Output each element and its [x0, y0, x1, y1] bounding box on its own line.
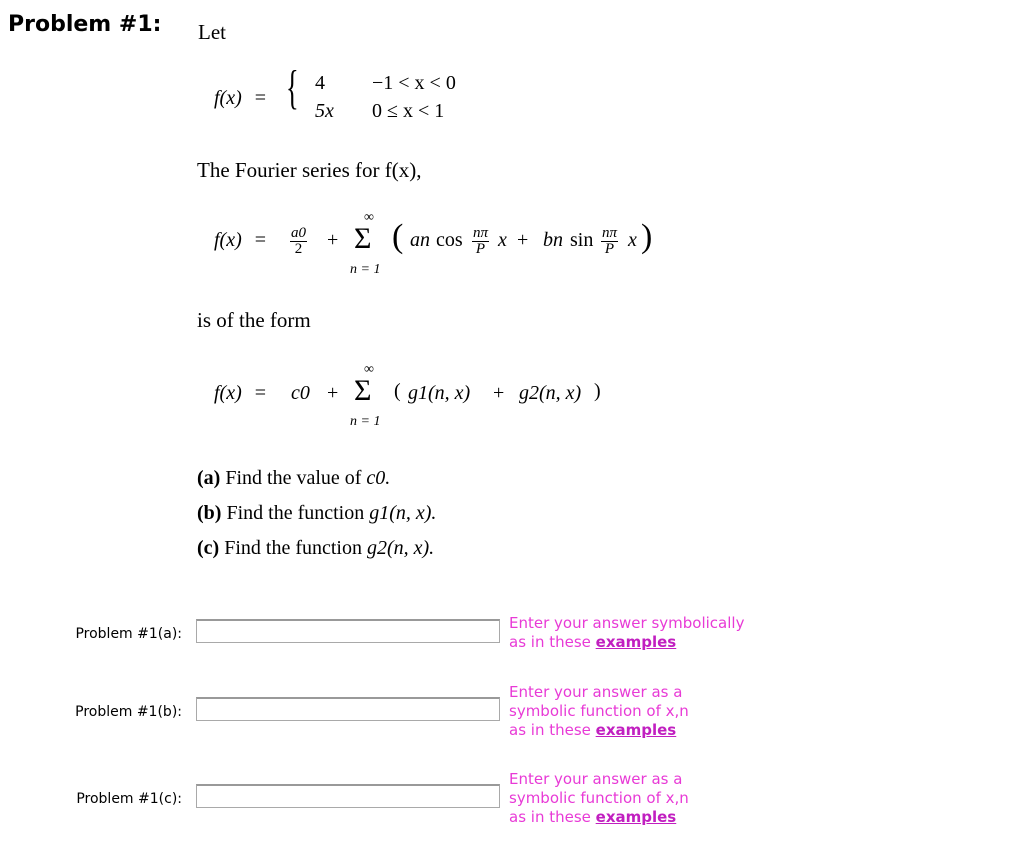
cos-frac-num: nπ: [473, 225, 489, 241]
part-c-text: Find the function: [224, 537, 367, 559]
series2-g2: g2(n, x): [519, 382, 582, 404]
problem-intro: Let: [198, 20, 226, 44]
answer-c-hint-prefix: as in these: [509, 808, 596, 826]
series2-lhs: [214, 382, 266, 405]
cos-fraction: [472, 226, 489, 257]
sin-frac-num: nπ: [602, 225, 618, 241]
answer-a-input[interactable]: [196, 619, 500, 643]
series2-g1: g1(n, x): [408, 382, 471, 404]
sin-fraction: [601, 226, 618, 257]
sum1-top: ∞: [364, 210, 374, 225]
answer-b-hint-line3: [509, 721, 689, 740]
series1-an: an: [410, 229, 430, 251]
answer-a-hint-line1: Enter your answer symbolically: [509, 614, 745, 632]
answer-b-hint-prefix: as in these: [509, 721, 596, 739]
piecewise-lhs: [214, 87, 266, 110]
form-text: is of the form: [197, 308, 311, 332]
series1-x1: x: [498, 229, 507, 251]
series2-plus2: +: [493, 382, 505, 404]
series1-sin: sin: [570, 229, 594, 251]
series1-x2: x: [628, 229, 637, 251]
sum1-bottom: n = 1: [350, 262, 381, 277]
case2-value: 5x: [315, 100, 334, 122]
answer-a-hint-line2: [509, 633, 744, 652]
series1-close-paren: ): [641, 218, 653, 255]
answer-c-examples-link[interactable]: examples: [595, 808, 677, 826]
series2-c0: c0: [291, 382, 310, 404]
series2-plus: +: [327, 382, 339, 404]
sum2-top: ∞: [364, 362, 374, 377]
case1-condition: −1 < x < 0: [372, 72, 456, 94]
case1-value: 4: [315, 72, 325, 94]
answer-b-hint: [509, 683, 689, 740]
part-b: [197, 502, 436, 525]
answer-a-hint: [509, 614, 744, 652]
answer-c-input[interactable]: [196, 784, 500, 808]
series1-cos: cos: [436, 229, 463, 251]
a0-denominator: 2: [290, 241, 307, 257]
part-b-text: Find the function: [226, 502, 370, 524]
series1-lhs-text: f(x): [214, 229, 242, 251]
sum2-bottom: n = 1: [350, 414, 381, 429]
answer-c-hint: [509, 770, 689, 827]
answer-b-input[interactable]: [196, 697, 500, 721]
series1-lhs: [214, 229, 266, 252]
fourier-text: The Fourier series for f(x),: [197, 158, 422, 182]
part-b-letter: (b): [197, 502, 222, 524]
part-a-letter: (a): [197, 467, 221, 489]
part-c-letter: (c): [197, 537, 220, 559]
part-b-expr: g1(n, x).: [369, 502, 437, 524]
series1-bn: bn: [543, 229, 563, 251]
series1-equals: =: [254, 229, 267, 251]
answer-c-hint-line2: symbolic function of x,n: [509, 789, 689, 807]
sum2-sigma: Σ: [354, 374, 372, 407]
answer-a-hint-prefix: as in these: [509, 633, 596, 651]
answer-c-hint-line1: Enter your answer as a: [509, 770, 683, 788]
part-c: [197, 537, 434, 560]
piecewise-equals: =: [254, 87, 267, 109]
cos-frac-den: P: [472, 241, 489, 257]
series1-plus2: +: [517, 229, 529, 251]
answer-b-label: Problem #1(b):: [75, 704, 182, 720]
a0-fraction: [290, 226, 307, 257]
series2-close-paren: ): [594, 380, 601, 402]
answer-c-label: Problem #1(c):: [76, 791, 182, 807]
answer-b-hint-line1: Enter your answer as a: [509, 683, 683, 701]
answer-a-label: Problem #1(a):: [75, 626, 182, 642]
answer-b-hint-line2: symbolic function of x,n: [509, 702, 689, 720]
answer-c-hint-line3: [509, 808, 689, 827]
answer-b-examples-link[interactable]: examples: [595, 721, 677, 739]
part-a-text: Find the value of: [225, 467, 367, 489]
piecewise-brace: {: [286, 61, 299, 114]
part-a-expr: c0.: [366, 467, 391, 489]
part-c-expr: g2(n, x).: [366, 537, 435, 559]
part-a: [197, 467, 390, 490]
a0-numerator: a0: [291, 225, 306, 241]
series2-equals: =: [254, 382, 267, 404]
series2-lhs-text: f(x): [214, 382, 242, 404]
series2-open-paren: (: [394, 380, 401, 402]
sin-frac-den: P: [601, 241, 618, 257]
sum1-sigma: Σ: [354, 222, 372, 255]
piecewise-lhs-text: f(x): [214, 87, 242, 109]
case2-condition: 0 ≤ x < 1: [372, 100, 445, 122]
answer-a-examples-link[interactable]: examples: [595, 633, 677, 651]
problem-heading: Problem #1:: [8, 12, 162, 37]
series1-plus: +: [327, 229, 339, 251]
series1-open-paren: (: [392, 218, 404, 255]
